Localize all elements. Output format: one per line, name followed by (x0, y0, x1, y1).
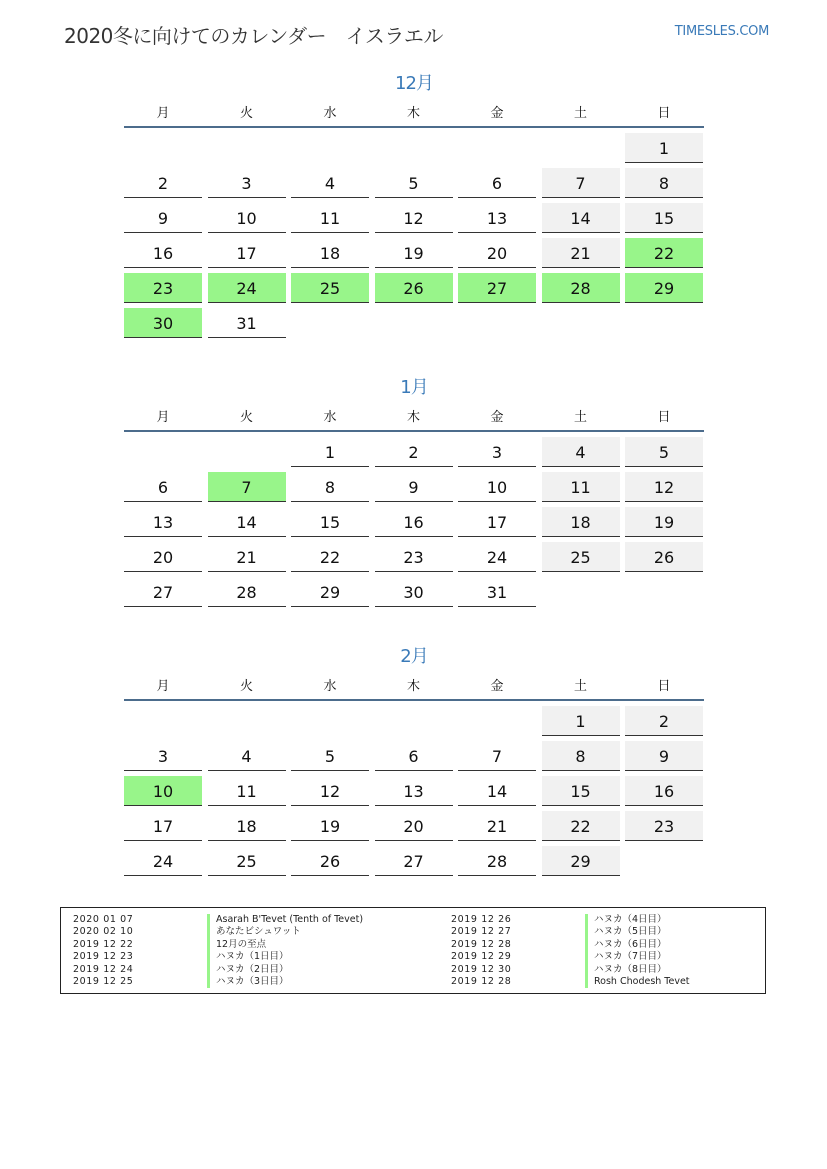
day-cell[interactable]: 20 (124, 542, 202, 572)
weekday-label: 水 (323, 679, 337, 694)
day-cell[interactable]: 7 (458, 741, 536, 771)
day-cell[interactable]: 13 (375, 776, 453, 806)
event-date: 2019 12 29 (451, 951, 512, 963)
day-empty (458, 133, 536, 163)
day-empty (542, 133, 620, 163)
month-title: 12月 (395, 73, 433, 94)
day-empty (208, 706, 286, 736)
day-cell[interactable]: 19 (375, 238, 453, 268)
day-cell[interactable]: 17 (458, 507, 536, 537)
day-cell[interactable]: 20 (375, 811, 453, 841)
event-row (73, 976, 363, 988)
day-cell[interactable]: 9 (124, 203, 202, 233)
weekday-label: 月 (156, 106, 170, 121)
day-empty (124, 706, 202, 736)
event-date: 2019 12 26 (451, 914, 512, 925)
day-cell-holiday[interactable]: 7 (208, 472, 286, 502)
weekday-label: 月 (156, 679, 170, 694)
day-cell[interactable]: 15 (291, 507, 369, 537)
day-cell[interactable]: 18 (291, 238, 369, 268)
day-cell[interactable]: 14 (208, 507, 286, 537)
day-cell[interactable]: 19 (625, 507, 703, 537)
day-cell[interactable]: 3 (208, 168, 286, 198)
day-cell[interactable]: 4 (208, 741, 286, 771)
event-date: 2019 12 27 (451, 926, 512, 938)
day-grid (124, 706, 704, 876)
day-cell[interactable]: 14 (458, 776, 536, 806)
event-date: 2020 01 07 (73, 914, 134, 925)
day-cell[interactable]: 25 (542, 542, 620, 572)
day-cell[interactable]: 9 (625, 741, 703, 771)
day-empty (375, 133, 453, 163)
day-empty (124, 133, 202, 163)
event-row (451, 951, 690, 963)
event-row (451, 926, 690, 938)
day-cell[interactable]: 6 (458, 168, 536, 198)
event-name: ハヌカ（5日目） (585, 926, 667, 938)
event-row (73, 964, 363, 976)
day-cell[interactable]: 24 (124, 846, 202, 876)
weekday-label: 木 (406, 106, 420, 121)
month-february (124, 643, 704, 876)
day-cell[interactable]: 25 (208, 846, 286, 876)
day-cell[interactable]: 2 (124, 168, 202, 198)
day-cell-holiday[interactable]: 26 (375, 273, 453, 303)
event-date: 2019 12 28 (451, 975, 512, 987)
day-cell-holiday[interactable]: 30 (124, 308, 202, 338)
weekday-label: 土 (573, 106, 587, 121)
weekday-header (124, 102, 704, 128)
day-cell[interactable]: 12 (625, 472, 703, 502)
day-cell[interactable]: 21 (542, 238, 620, 268)
day-cell[interactable]: 11 (291, 203, 369, 233)
day-cell[interactable]: 5 (625, 437, 703, 467)
day-cell[interactable]: 28 (208, 577, 286, 607)
day-cell[interactable]: 5 (291, 741, 369, 771)
event-date: 2019 12 30 (451, 963, 512, 975)
event-row (451, 976, 690, 988)
day-cell[interactable]: 6 (124, 472, 202, 502)
event-row (73, 926, 363, 938)
day-cell[interactable]: 14 (542, 203, 620, 233)
weekday-label: 火 (239, 679, 253, 694)
event-row (451, 964, 690, 976)
event-name: 12月の至点 (207, 939, 266, 951)
day-cell[interactable]: 24 (458, 542, 536, 572)
day-cell[interactable]: 8 (291, 472, 369, 502)
events-column-right (451, 914, 690, 988)
event-row (73, 914, 363, 926)
day-cell[interactable]: 8 (542, 741, 620, 771)
day-cell-holiday[interactable]: 27 (458, 273, 536, 303)
event-row (451, 939, 690, 951)
event-name: ハヌカ（7日目） (585, 951, 667, 963)
day-cell[interactable]: 18 (208, 811, 286, 841)
day-empty (208, 437, 286, 467)
day-cell[interactable]: 16 (625, 776, 703, 806)
weekday-label: 木 (406, 679, 420, 694)
event-date: 2019 12 23 (73, 951, 134, 963)
event-name: ハヌカ（6日目） (585, 939, 667, 951)
day-cell-holiday[interactable]: 10 (124, 776, 202, 806)
day-cell[interactable]: 1 (625, 133, 703, 163)
month-december (124, 70, 704, 338)
day-cell[interactable]: 27 (124, 577, 202, 607)
day-cell[interactable]: 2 (375, 437, 453, 467)
event-row (451, 914, 690, 926)
day-cell[interactable]: 15 (625, 203, 703, 233)
day-cell[interactable]: 17 (124, 811, 202, 841)
day-cell[interactable]: 15 (542, 776, 620, 806)
weekday-label: 木 (406, 410, 420, 425)
weekday-label: 火 (239, 106, 253, 121)
page-title: 2020冬に向けてのカレンダー イスラエル (64, 24, 443, 48)
day-cell[interactable]: 9 (375, 472, 453, 502)
event-name: あなたビシュワット (207, 926, 301, 938)
month-title: 1月 (400, 377, 428, 398)
day-empty (124, 437, 202, 467)
event-name: ハヌカ（2日目） (207, 964, 289, 976)
day-cell[interactable]: 27 (375, 846, 453, 876)
day-cell[interactable]: 7 (542, 168, 620, 198)
day-cell[interactable]: 4 (291, 168, 369, 198)
day-cell[interactable]: 3 (458, 437, 536, 467)
weekday-label: 日 (657, 410, 671, 425)
weekday-header (124, 406, 704, 432)
month-january (124, 374, 704, 607)
weekday-label: 金 (490, 106, 504, 121)
weekday-label: 日 (657, 679, 671, 694)
day-empty (208, 133, 286, 163)
events-column-left (73, 914, 363, 988)
day-cell[interactable]: 22 (291, 542, 369, 572)
brand-link[interactable]: TIMESLES.COM (674, 24, 769, 39)
day-cell-holiday[interactable]: 28 (542, 273, 620, 303)
day-cell[interactable]: 30 (375, 577, 453, 607)
weekday-label: 月 (156, 410, 170, 425)
day-cell[interactable]: 5 (375, 168, 453, 198)
event-date: 2019 12 24 (73, 963, 134, 975)
day-cell[interactable]: 26 (625, 542, 703, 572)
day-cell[interactable]: 23 (375, 542, 453, 572)
event-row (73, 951, 363, 963)
event-name: Asarah B'Tevet (Tenth of Tevet) (207, 914, 363, 926)
month-title: 2月 (400, 646, 428, 667)
weekday-label: 水 (323, 106, 337, 121)
event-name: ハヌカ（8日目） (585, 964, 667, 976)
day-cell[interactable]: 21 (208, 542, 286, 572)
day-cell[interactable]: 16 (124, 238, 202, 268)
day-empty (291, 706, 369, 736)
event-date: 2019 12 22 (73, 938, 134, 950)
day-cell[interactable]: 12 (375, 203, 453, 233)
day-empty (458, 706, 536, 736)
day-cell[interactable]: 21 (458, 811, 536, 841)
day-cell-holiday[interactable]: 22 (625, 238, 703, 268)
day-cell[interactable]: 8 (625, 168, 703, 198)
day-cell[interactable]: 29 (542, 846, 620, 876)
weekday-label: 金 (490, 679, 504, 694)
day-cell[interactable]: 20 (458, 238, 536, 268)
event-name: ハヌカ（3日目） (207, 976, 289, 988)
weekday-label: 土 (573, 679, 587, 694)
event-row (73, 939, 363, 951)
day-cell[interactable]: 4 (542, 437, 620, 467)
weekday-label: 金 (490, 410, 504, 425)
day-cell[interactable]: 17 (208, 238, 286, 268)
event-date: 2020 02 10 (73, 926, 134, 938)
weekday-label: 日 (657, 106, 671, 121)
day-cell[interactable]: 28 (458, 846, 536, 876)
day-cell[interactable]: 13 (458, 203, 536, 233)
day-cell[interactable]: 3 (124, 741, 202, 771)
day-cell-holiday[interactable]: 25 (291, 273, 369, 303)
day-cell[interactable]: 11 (208, 776, 286, 806)
day-cell-holiday[interactable]: 23 (124, 273, 202, 303)
day-cell[interactable]: 13 (124, 507, 202, 537)
day-cell[interactable]: 31 (458, 577, 536, 607)
events-legend (60, 907, 766, 994)
day-cell[interactable]: 23 (625, 811, 703, 841)
event-date: 2019 12 28 (451, 938, 512, 950)
day-cell[interactable]: 2 (625, 706, 703, 736)
day-cell[interactable]: 1 (542, 706, 620, 736)
day-cell[interactable]: 12 (291, 776, 369, 806)
event-date: 2019 12 25 (73, 975, 134, 987)
day-cell[interactable]: 1 (291, 437, 369, 467)
day-cell[interactable]: 22 (542, 811, 620, 841)
weekday-label: 火 (239, 410, 253, 425)
day-cell[interactable]: 31 (208, 308, 286, 338)
day-cell[interactable]: 10 (458, 472, 536, 502)
day-cell[interactable]: 6 (375, 741, 453, 771)
day-cell[interactable]: 11 (542, 472, 620, 502)
weekday-header (124, 675, 704, 701)
event-name: ハヌカ（4日目） (585, 914, 667, 926)
weekday-label: 水 (323, 410, 337, 425)
event-name: Rosh Chodesh Tevet (585, 976, 690, 988)
day-cell[interactable]: 18 (542, 507, 620, 537)
day-cell[interactable]: 10 (208, 203, 286, 233)
day-empty (375, 706, 453, 736)
day-cell[interactable]: 26 (291, 846, 369, 876)
day-grid (124, 133, 704, 338)
day-cell-holiday[interactable]: 29 (625, 273, 703, 303)
weekday-label: 土 (573, 410, 587, 425)
day-cell[interactable]: 16 (375, 507, 453, 537)
day-cell-holiday[interactable]: 24 (208, 273, 286, 303)
day-cell[interactable]: 19 (291, 811, 369, 841)
event-name: ハヌカ（1日目） (207, 951, 289, 963)
day-cell[interactable]: 29 (291, 577, 369, 607)
day-empty (291, 133, 369, 163)
day-grid (124, 437, 704, 607)
